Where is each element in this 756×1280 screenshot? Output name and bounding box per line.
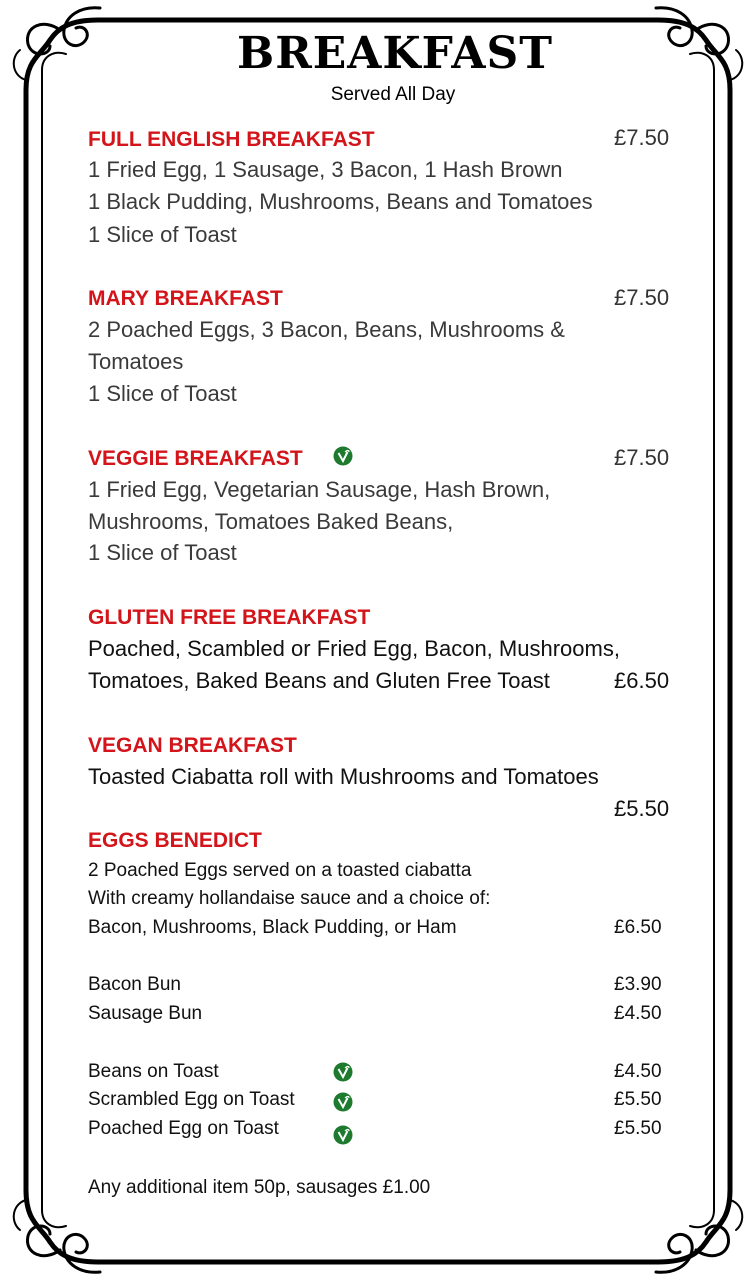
item-description: 2 Poached Eggs, 3 Bacon, Beans, Mushrooms & bbox=[88, 317, 565, 342]
vegetarian-icon bbox=[333, 1062, 353, 1082]
item-name: MARY BREAKFAST bbox=[88, 287, 283, 310]
item-description: 1 Slice of Toast bbox=[88, 540, 237, 565]
item-description: 1 Slice of Toast bbox=[88, 222, 237, 247]
item-price: £3.90 bbox=[614, 974, 662, 995]
item-description: 1 Black Pudding, Mushrooms, Beans and Tomatoes bbox=[88, 189, 593, 214]
item-price: £7.50 bbox=[614, 445, 670, 470]
item-price: £7.50 bbox=[614, 285, 670, 310]
item-price: £4.50 bbox=[614, 1003, 662, 1024]
item-description: 1 Fried Egg, Vegetarian Sausage, Hash Brown, bbox=[88, 477, 551, 502]
item-price: £5.50 bbox=[614, 1118, 662, 1139]
item-name: GLUTEN FREE BREAKFAST bbox=[88, 606, 371, 629]
item-description: With creamy hollandaise sauce and a choice of: bbox=[88, 888, 491, 909]
list-item: Sausage Bun bbox=[88, 1003, 203, 1024]
item-name: EGGS BENEDICT bbox=[88, 829, 262, 852]
item-price: £7.50 bbox=[614, 125, 670, 150]
item-description: Tomatoes bbox=[88, 349, 184, 374]
footer-note: Any additional item 50p, sausages £1.00 bbox=[88, 1177, 431, 1198]
item-price: £6.50 bbox=[614, 668, 670, 693]
item-name: VEGAN BREAKFAST bbox=[88, 734, 297, 757]
item-description: 2 Poached Eggs served on a toasted ciabatta bbox=[88, 860, 472, 881]
item-description: Mushrooms, Tomatoes Baked Beans, bbox=[88, 509, 454, 534]
item-price: £4.50 bbox=[614, 1061, 662, 1082]
item-description: Toasted Ciabatta roll with Mushrooms and Tomatoes bbox=[88, 764, 599, 789]
item-description: Tomatoes, Baked Beans and Gluten Free Toast bbox=[88, 668, 550, 693]
list-item: Bacon Bun bbox=[88, 974, 181, 995]
list-item: Beans on Toast bbox=[88, 1061, 219, 1082]
vegetarian-icon bbox=[333, 1125, 353, 1145]
item-description: 1 Fried Egg, 1 Sausage, 3 Bacon, 1 Hash Brown bbox=[88, 157, 563, 182]
item-price: £5.50 bbox=[614, 1089, 662, 1110]
list-item: Scrambled Egg on Toast bbox=[88, 1089, 295, 1110]
item-description: Poached, Scambled or Fried Egg, Bacon, Mushrooms, bbox=[88, 636, 620, 661]
page-subtitle: Served All Day bbox=[330, 84, 456, 105]
item-price: £5.50 bbox=[614, 796, 670, 821]
page-title: BREAKFAST bbox=[237, 28, 553, 79]
vegetarian-icon bbox=[333, 1092, 353, 1112]
item-name: VEGGIE BREAKFAST bbox=[88, 447, 303, 470]
item-description: 1 Slice of Toast bbox=[88, 381, 237, 406]
vegetarian-icon bbox=[333, 446, 353, 466]
list-item: Poached Egg on Toast bbox=[88, 1118, 279, 1139]
item-price: £6.50 bbox=[614, 917, 662, 938]
item-name: FULL ENGLISH BREAKFAST bbox=[88, 128, 375, 151]
item-description: Bacon, Mushrooms, Black Pudding, or Ham bbox=[88, 917, 457, 938]
